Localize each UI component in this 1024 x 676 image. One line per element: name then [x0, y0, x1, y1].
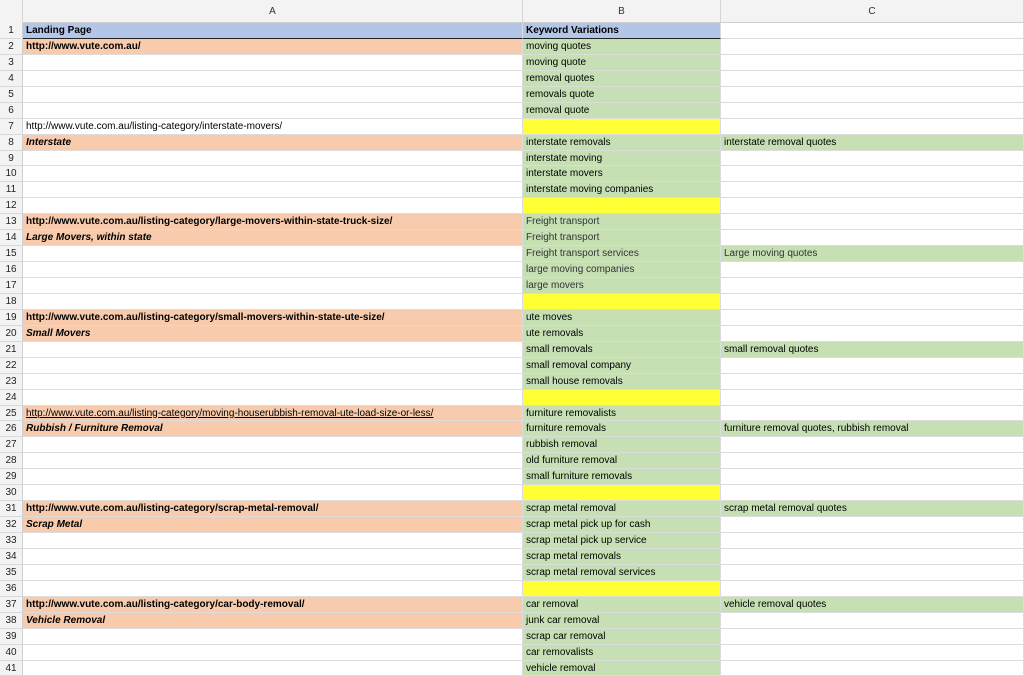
cell-b[interactable]: ute removals	[523, 326, 721, 342]
cell-b[interactable]: removals quote	[523, 87, 721, 103]
cell-a[interactable]: Large Movers, within state	[23, 230, 523, 246]
table-row	[0, 517, 1024, 533]
table-row	[0, 437, 1024, 453]
table-row	[0, 326, 1024, 342]
cell-b[interactable]: small furniture removals	[523, 469, 721, 485]
table-row	[0, 565, 1024, 581]
cell-a[interactable]: http://www.vute.com.au/listing-category/large-movers-within-state-truck-size/	[23, 214, 523, 230]
row-number[interactable]: 37	[0, 597, 23, 613]
cell-a[interactable]: http://www.vute.com.au/listing-category/scrap-metal-removal/	[23, 501, 523, 517]
cell-a[interactable]	[23, 278, 523, 294]
cell-b[interactable]: Keyword Variations	[523, 23, 721, 39]
cell-c[interactable]	[721, 230, 1024, 246]
cell-b[interactable]: ute moves	[523, 310, 721, 326]
row-number[interactable]: 34	[0, 549, 23, 565]
row-number[interactable]: 21	[0, 342, 23, 358]
cell-b[interactable]: removal quotes	[523, 71, 721, 87]
cell-a[interactable]: http://www.vute.com.au/	[23, 39, 523, 55]
table-row	[0, 421, 1024, 437]
column-header-bar	[0, 0, 1024, 23]
cell-c[interactable]: furniture removal quotes, rubbish removal	[721, 421, 1024, 437]
cell-b[interactable]: small removal company	[523, 358, 721, 374]
row-number[interactable]: 35	[0, 565, 23, 581]
table-row	[0, 501, 1024, 517]
cell-b[interactable]	[523, 119, 721, 135]
cell-b[interactable]: Freight transport services	[523, 246, 721, 262]
table-row	[0, 406, 1024, 422]
cell-b[interactable]: large moving companies	[523, 262, 721, 278]
row-number[interactable]: 5	[0, 87, 23, 103]
cell-b[interactable]: scrap car removal	[523, 629, 721, 645]
cell-a[interactable]: Scrap Metal	[23, 517, 523, 533]
cell-c[interactable]	[721, 198, 1024, 214]
table-row	[0, 342, 1024, 358]
cell-c[interactable]	[721, 151, 1024, 167]
cell-c[interactable]	[721, 469, 1024, 485]
cell-c[interactable]	[721, 517, 1024, 533]
cell-c[interactable]	[721, 55, 1024, 71]
row-number[interactable]: 17	[0, 278, 23, 294]
cell-a[interactable]	[23, 390, 523, 406]
cell-c[interactable]	[721, 374, 1024, 390]
cell-c[interactable]	[721, 358, 1024, 374]
cell-c[interactable]	[721, 39, 1024, 55]
cell-b[interactable]: Freight transport	[523, 214, 721, 230]
cell-c[interactable]	[721, 390, 1024, 406]
cell-a[interactable]: Small Movers	[23, 326, 523, 342]
table-row	[0, 358, 1024, 374]
table-row	[0, 135, 1024, 151]
cell-a[interactable]	[23, 549, 523, 565]
row-number[interactable]: 26	[0, 421, 23, 437]
row-number[interactable]: 10	[0, 166, 23, 182]
cell-c[interactable]	[721, 166, 1024, 182]
row-number[interactable]: 33	[0, 533, 23, 549]
cell-b[interactable]: moving quotes	[523, 39, 721, 55]
select-all-corner[interactable]	[0, 0, 23, 23]
table-row	[0, 469, 1024, 485]
row-number[interactable]: 9	[0, 151, 23, 167]
cell-c[interactable]	[721, 453, 1024, 469]
cell-c[interactable]	[721, 214, 1024, 230]
table-row	[0, 198, 1024, 214]
table-row	[0, 661, 1024, 676]
cell-a[interactable]: Landing Page	[23, 23, 523, 39]
row-number[interactable]: 31	[0, 501, 23, 517]
cell-c[interactable]	[721, 294, 1024, 310]
cell-b[interactable]: moving quote	[523, 55, 721, 71]
cell-c[interactable]	[721, 549, 1024, 565]
cell-a[interactable]	[23, 645, 523, 661]
table-row	[0, 549, 1024, 565]
table-row	[0, 597, 1024, 613]
cell-a[interactable]	[23, 581, 523, 597]
cell-b[interactable]: vehicle removal	[523, 661, 721, 676]
table-row	[0, 71, 1024, 87]
cell-a[interactable]	[23, 533, 523, 549]
row-number[interactable]: 12	[0, 198, 23, 214]
row-number[interactable]: 25	[0, 406, 23, 422]
cell-a[interactable]: http://www.vute.com.au/listing-category/moving-houserubbish-removal-ute-load-size-or-less/	[23, 406, 523, 422]
cell-a[interactable]: http://www.vute.com.au/listing-category/small-movers-within-state-ute-size/	[23, 310, 523, 326]
cell-a[interactable]	[23, 629, 523, 645]
cell-c[interactable]	[721, 437, 1024, 453]
cell-a[interactable]	[23, 374, 523, 390]
cell-a[interactable]	[23, 166, 523, 182]
cell-a[interactable]: http://www.vute.com.au/listing-category/interstate-movers/	[23, 119, 523, 135]
row-number[interactable]: 27	[0, 437, 23, 453]
row-number[interactable]: 1	[0, 23, 23, 39]
cell-a[interactable]	[23, 342, 523, 358]
cell-b[interactable]: scrap metal removal	[523, 501, 721, 517]
cell-c[interactable]	[721, 278, 1024, 294]
cell-a[interactable]: http://www.vute.com.au/listing-category/car-body-removal/	[23, 597, 523, 613]
row-number[interactable]: 7	[0, 119, 23, 135]
cell-c[interactable]	[721, 661, 1024, 676]
cell-c[interactable]	[721, 310, 1024, 326]
row-number[interactable]: 36	[0, 581, 23, 597]
table-row	[0, 613, 1024, 629]
row-number[interactable]: 14	[0, 230, 23, 246]
cell-a[interactable]	[23, 246, 523, 262]
cell-a[interactable]	[23, 565, 523, 581]
cell-c[interactable]	[721, 103, 1024, 119]
row-number[interactable]: 6	[0, 103, 23, 119]
cell-b[interactable]: interstate moving companies	[523, 182, 721, 198]
cell-a[interactable]: Interstate	[23, 135, 523, 151]
cell-b[interactable]	[523, 198, 721, 214]
cell-b[interactable]: car removalists	[523, 645, 721, 661]
row-number[interactable]: 4	[0, 71, 23, 87]
table-row	[0, 581, 1024, 597]
row-number[interactable]: 3	[0, 55, 23, 71]
cell-b[interactable]: scrap metal removals	[523, 549, 721, 565]
row-number[interactable]: 20	[0, 326, 23, 342]
table-row	[0, 629, 1024, 645]
table-row	[0, 453, 1024, 469]
cell-a[interactable]	[23, 485, 523, 501]
cell-b[interactable]	[523, 581, 721, 597]
table-row	[0, 645, 1024, 661]
row-number[interactable]: 41	[0, 661, 23, 676]
cell-c[interactable]	[721, 406, 1024, 422]
table-row	[0, 55, 1024, 71]
cell-b[interactable]: old furniture removal	[523, 453, 721, 469]
table-row	[0, 294, 1024, 310]
cell-a[interactable]	[23, 469, 523, 485]
table-row	[0, 151, 1024, 167]
cell-a[interactable]	[23, 453, 523, 469]
table-row	[0, 214, 1024, 230]
cell-b[interactable]: furniture removals	[523, 421, 721, 437]
cell-b[interactable]: Freight transport	[523, 230, 721, 246]
cell-a[interactable]	[23, 151, 523, 167]
table-row	[0, 374, 1024, 390]
cell-b[interactable]: removal quote	[523, 103, 721, 119]
grid-rows	[0, 23, 1024, 676]
cell-a[interactable]: Vehicle Removal	[23, 613, 523, 629]
row-number[interactable]: 2	[0, 39, 23, 55]
cell-c[interactable]	[721, 645, 1024, 661]
cell-c[interactable]	[721, 182, 1024, 198]
cell-b[interactable]: junk car removal	[523, 613, 721, 629]
table-row	[0, 278, 1024, 294]
cell-c[interactable]: scrap metal removal quotes	[721, 501, 1024, 517]
cell-b[interactable]: furniture removalists	[523, 406, 721, 422]
cell-a[interactable]	[23, 71, 523, 87]
table-row	[0, 23, 1024, 39]
row-number[interactable]: 40	[0, 645, 23, 661]
row-number[interactable]: 24	[0, 390, 23, 406]
row-number[interactable]: 16	[0, 262, 23, 278]
row-number[interactable]: 18	[0, 294, 23, 310]
cell-c[interactable]	[721, 485, 1024, 501]
cell-a[interactable]	[23, 87, 523, 103]
table-row	[0, 262, 1024, 278]
cell-a[interactable]	[23, 437, 523, 453]
row-number[interactable]: 19	[0, 310, 23, 326]
cell-a[interactable]	[23, 661, 523, 676]
cell-b[interactable]: interstate removals	[523, 135, 721, 151]
table-row	[0, 119, 1024, 135]
cell-b[interactable]: rubbish removal	[523, 437, 721, 453]
cell-c[interactable]: vehicle removal quotes	[721, 597, 1024, 613]
cell-c[interactable]	[721, 533, 1024, 549]
cell-b[interactable]: large movers	[523, 278, 721, 294]
table-row	[0, 533, 1024, 549]
row-number[interactable]: 30	[0, 485, 23, 501]
cell-a[interactable]	[23, 198, 523, 214]
table-row	[0, 310, 1024, 326]
table-row	[0, 485, 1024, 501]
cell-c[interactable]	[721, 119, 1024, 135]
cell-b[interactable]: interstate moving	[523, 151, 721, 167]
column-header-b[interactable]: B	[523, 0, 721, 23]
row-number[interactable]: 13	[0, 214, 23, 230]
cell-c[interactable]	[721, 23, 1024, 39]
row-number[interactable]: 11	[0, 182, 23, 198]
cell-b[interactable]: scrap metal removal services	[523, 565, 721, 581]
cell-b[interactable]: car removal	[523, 597, 721, 613]
row-number[interactable]: 29	[0, 469, 23, 485]
table-row	[0, 246, 1024, 262]
column-header-c[interactable]: C	[721, 0, 1024, 23]
cell-c[interactable]: Large moving quotes	[721, 246, 1024, 262]
table-row	[0, 87, 1024, 103]
cell-a[interactable]	[23, 103, 523, 119]
cell-a[interactable]	[23, 358, 523, 374]
cell-c[interactable]: interstate removal quotes	[721, 135, 1024, 151]
row-number[interactable]: 39	[0, 629, 23, 645]
table-row	[0, 390, 1024, 406]
table-row	[0, 182, 1024, 198]
table-row	[0, 230, 1024, 246]
cell-a[interactable]	[23, 262, 523, 278]
cell-c[interactable]: small removal quotes	[721, 342, 1024, 358]
cell-a[interactable]	[23, 55, 523, 71]
cell-a[interactable]: Rubbish / Furniture Removal	[23, 421, 523, 437]
row-number[interactable]: 28	[0, 453, 23, 469]
cell-b[interactable]	[523, 294, 721, 310]
cell-a[interactable]	[23, 294, 523, 310]
table-row	[0, 39, 1024, 55]
cell-c[interactable]	[721, 262, 1024, 278]
cell-c[interactable]	[721, 87, 1024, 103]
cell-c[interactable]	[721, 629, 1024, 645]
cell-c[interactable]	[721, 565, 1024, 581]
column-header-a[interactable]: A	[23, 0, 523, 23]
row-number[interactable]: 15	[0, 246, 23, 262]
cell-a[interactable]	[23, 182, 523, 198]
row-number[interactable]: 38	[0, 613, 23, 629]
cell-b[interactable]	[523, 485, 721, 501]
table-row	[0, 103, 1024, 119]
cell-c[interactable]	[721, 326, 1024, 342]
cell-b[interactable]: scrap metal pick up for cash	[523, 517, 721, 533]
table-row	[0, 166, 1024, 182]
row-number[interactable]: 22	[0, 358, 23, 374]
row-number[interactable]: 8	[0, 135, 23, 151]
cell-b[interactable]: small removals	[523, 342, 721, 358]
cell-b[interactable]: small house removals	[523, 374, 721, 390]
row-number[interactable]: 32	[0, 517, 23, 533]
cell-c[interactable]	[721, 71, 1024, 87]
row-number[interactable]: 23	[0, 374, 23, 390]
cell-c[interactable]	[721, 581, 1024, 597]
cell-b[interactable]: interstate movers	[523, 166, 721, 182]
cell-c[interactable]	[721, 613, 1024, 629]
cell-b[interactable]	[523, 390, 721, 406]
cell-b[interactable]: scrap metal pick up service	[523, 533, 721, 549]
